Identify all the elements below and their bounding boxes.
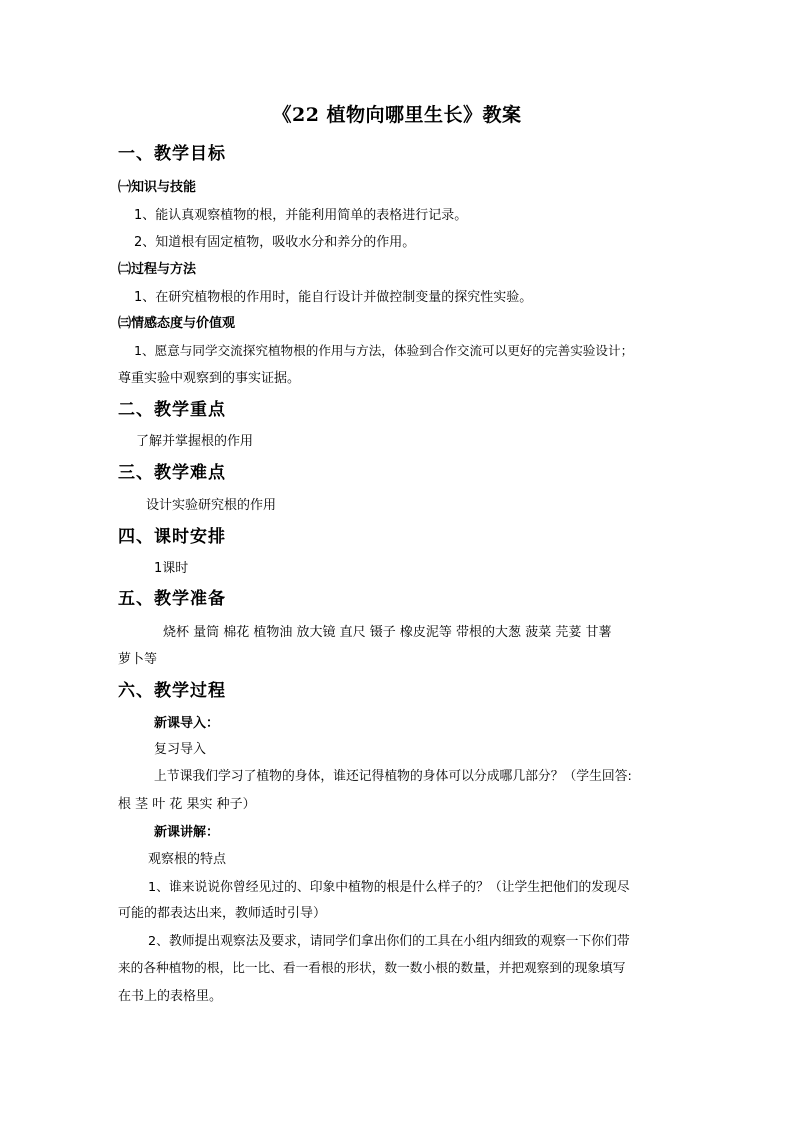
attitude-item-line-1: 1、愿意与同学交流探究植物根的作用与方法，体验到合作交流可以更好的完善实验设计；: [134, 343, 634, 358]
intro-label: 新课导入：: [154, 716, 220, 731]
step1-line-2: 可能的都表达出来，教师适时引导）: [118, 906, 327, 921]
document-title: 《22 植物向哪里生长》教案: [272, 104, 522, 126]
step1-line-1: 1、谁来说说你曾经见过的、印象中植物的根是什么样子的？（让学生把他们的发现尽: [148, 880, 630, 895]
subsection-process-heading: ㈡过程与方法: [118, 262, 197, 277]
process-item-1: 1、在研究植物根的作用时，能自行设计并做控制变量的探究性实验。: [134, 290, 533, 305]
question-line-1: 上节课我们学习了植物的身体，谁还记得植物的身体可以分成哪几部分？（学生回答:: [154, 769, 632, 784]
observe-text: 观察根的特点: [148, 852, 227, 867]
question-line-2: 根 茎 叶 花 果实 种子）: [118, 797, 256, 812]
lecture-label: 新课讲解：: [154, 825, 220, 840]
attitude-item-line-2: 尊重实验中观察到的事实证据。: [118, 371, 301, 386]
section-keypoint-heading: 二、教学重点: [118, 400, 226, 420]
section-preparation-heading: 五、教学准备: [118, 589, 226, 609]
step2-line-3: 在书上的表格里。: [118, 989, 223, 1004]
step2-line-1: 2、教师提出观察法及要求，请同学们拿出你们的工具在小组内细致的观察一下你们带: [148, 934, 630, 949]
review-text: 复习导入: [154, 742, 207, 757]
keypoint-text: 了解并掌握根的作用: [136, 434, 254, 449]
difficulty-text: 设计实验研究根的作用: [146, 498, 277, 513]
knowledge-item-1: 1、能认真观察植物的根，并能利用简单的表格进行记录。: [134, 208, 468, 223]
section-schedule-heading: 四、课时安排: [118, 527, 226, 547]
knowledge-item-2: 2、知道根有固定植物，吸收水分和养分的作用。: [134, 235, 416, 250]
preparation-line-1: 烧杯 量筒 棉花 植物油 放大镜 直尺 镊子 橡皮泥等 带根的大葱 菠菜 芫荽 甘薯: [163, 625, 612, 640]
subsection-knowledge-heading: ㈠知识与技能: [118, 180, 197, 195]
preparation-line-2: 萝卜等: [118, 652, 158, 667]
step2-line-2: 来的各种植物的根，比一比、看一看根的形状，数一数小根的数量，并把观察到的现象填写: [118, 960, 626, 975]
schedule-text: 1课时: [154, 561, 189, 576]
subsection-attitude-heading: ㈢情感态度与价值观: [118, 316, 236, 331]
section-objectives-heading: 一、教学目标: [118, 144, 226, 164]
section-difficulty-heading: 三、教学难点: [118, 463, 226, 483]
section-process-heading: 六、教学过程: [118, 681, 226, 701]
